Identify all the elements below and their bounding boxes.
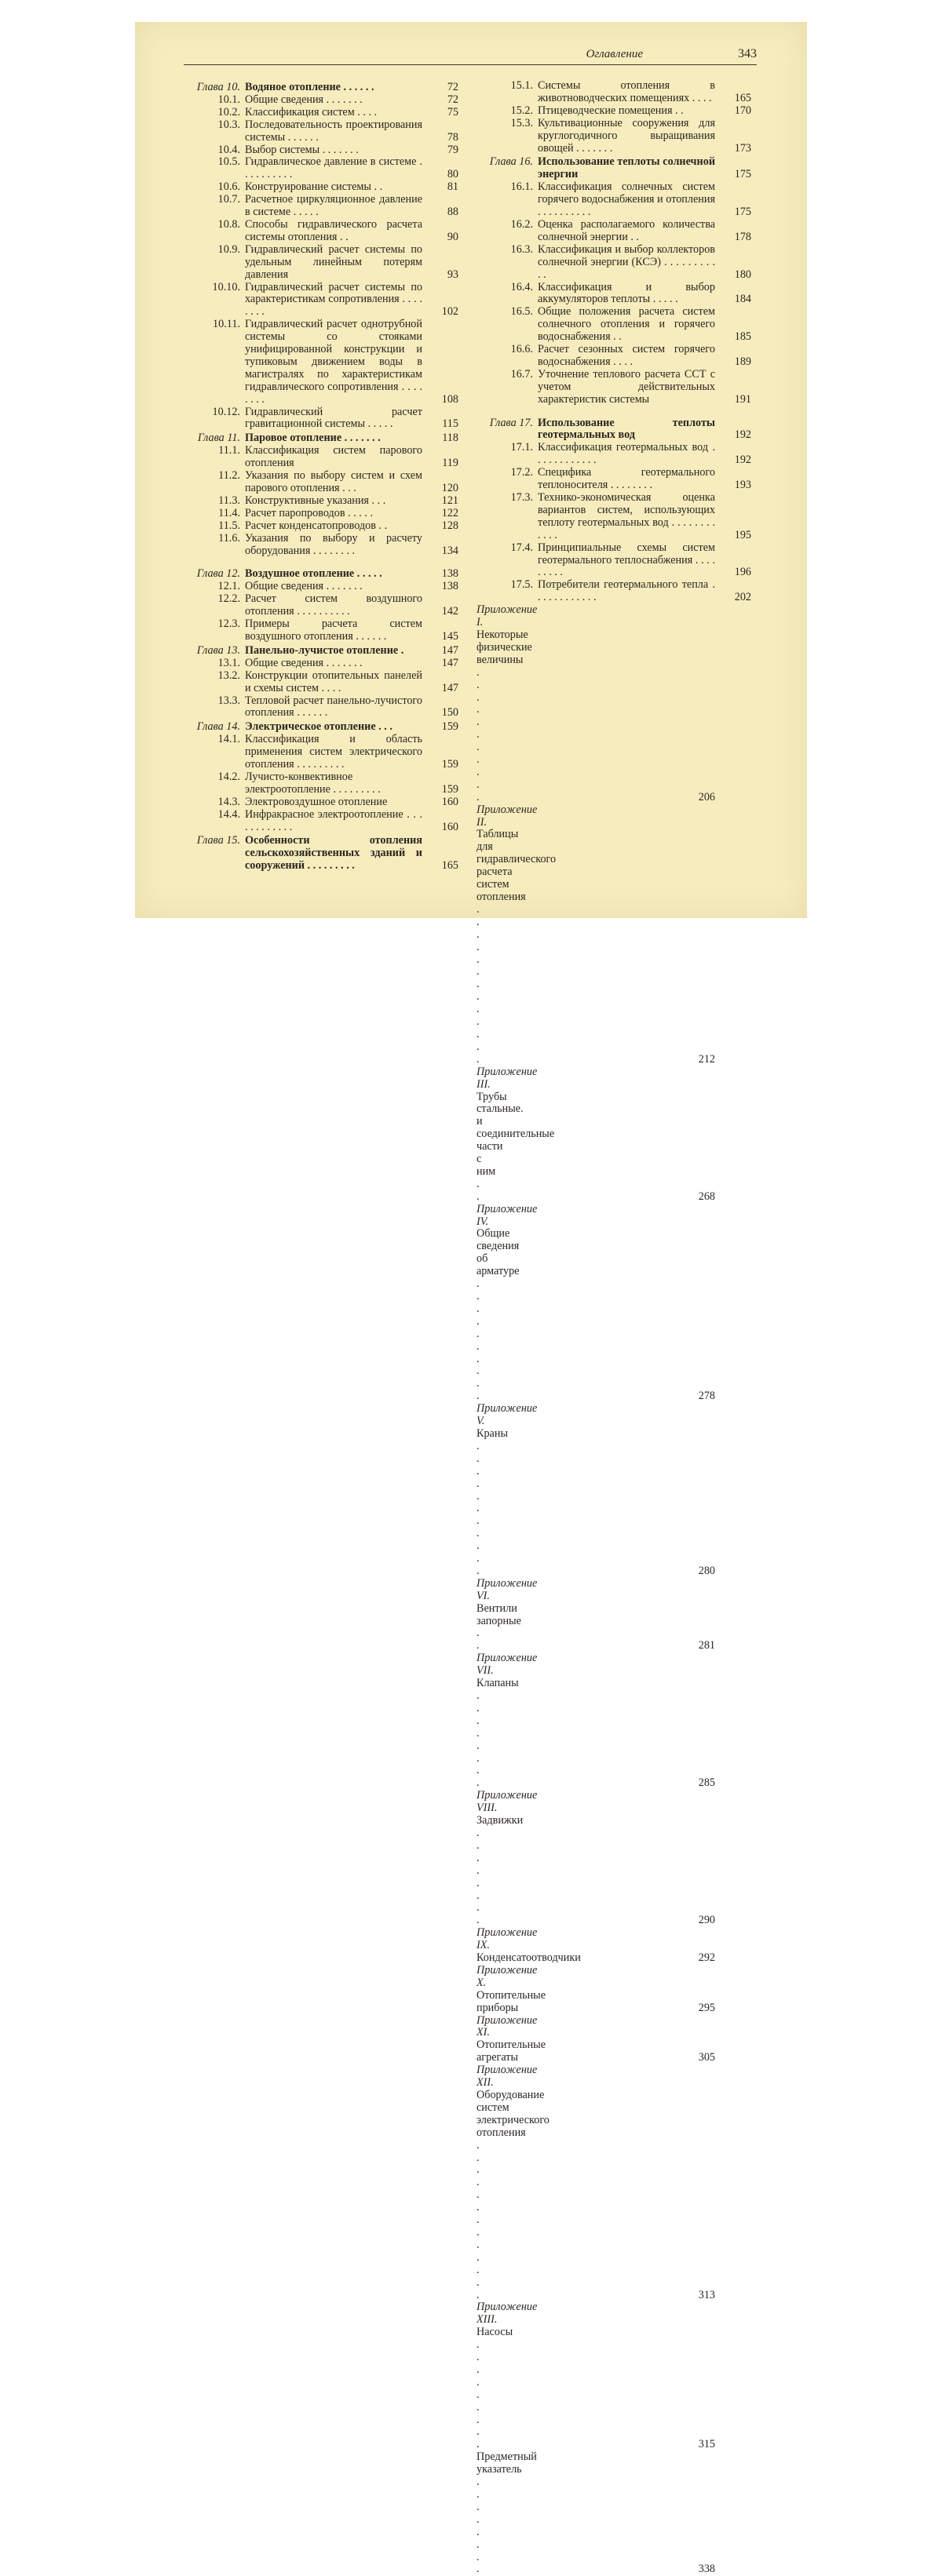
toc-entry-page: 79 [447, 143, 458, 156]
toc-entry-title: Конструкции отопительных панелей и схемы систем . . . . [245, 669, 422, 694]
toc-entry-number: 11.2. [218, 469, 240, 483]
toc-entry-page: 295 [698, 2001, 715, 2014]
toc-entry-title: Конструктивные указания . . . [245, 494, 386, 507]
toc-entry [476, 467, 751, 492]
toc-entry-page: 122 [441, 506, 458, 519]
toc-entry-page: 285 [698, 1776, 715, 1790]
toc-entry-page: 195 [734, 528, 751, 541]
appendix-title: Отопительные приборы [476, 1988, 546, 2014]
toc-entry-title: Гидравлический расчет системы по удельным линейным потерям давления [245, 242, 422, 281]
toc-entry-number: Глава 12. [196, 567, 240, 581]
book-page [135, 22, 807, 2576]
toc-entry-number: 10.7. [217, 193, 240, 206]
toc-entry-number: 16.7. [510, 367, 533, 381]
toc-entry [476, 282, 751, 307]
toc-entry-title: Расчет сезонных систем горячего водоснабжения . . . . [538, 343, 715, 368]
toc-entry [184, 94, 458, 107]
toc-entry-page: 160 [441, 820, 458, 833]
toc-entry-page: 142 [441, 605, 458, 618]
toc-entry-page: 180 [734, 268, 751, 281]
toc-entry [184, 645, 458, 658]
toc-entry [184, 581, 458, 593]
appendix-title: Некоторые физические величины . . . . . . . . . . . [476, 628, 532, 803]
toc-entry [476, 2064, 751, 2301]
toc-entry [184, 219, 458, 244]
toc-entry-page: 170 [734, 104, 751, 117]
toc-entry-number: 16.3. [510, 242, 533, 256]
toc-entry-title: Электрическое отопление . . . [245, 720, 392, 734]
toc-entry-title: Указания по выбору систем и схем парового отопления . . . [245, 469, 422, 494]
section-gap [184, 557, 458, 567]
toc-entry [476, 1790, 751, 1927]
toc-entry [476, 2015, 751, 2065]
toc-entry-number: 10.12. [212, 405, 240, 418]
toc-entry [476, 105, 751, 118]
toc-entry [476, 2301, 751, 2451]
toc-entry-page: 338 [698, 2563, 715, 2576]
toc-entry-page: 159 [441, 782, 458, 796]
toc-entry [184, 107, 458, 119]
toc-entry [476, 492, 751, 542]
toc-entry-number: 17.2. [510, 466, 533, 479]
toc-entry [184, 144, 458, 157]
appendix-label: Приложение V. [476, 1402, 538, 1428]
toc-entry-number: 10.5. [217, 155, 240, 169]
toc-entry-title: Расчет конденсатопроводов . . [245, 519, 388, 532]
toc-entry-title: Гидравлический расчет гравитационной системы . . . . . [245, 405, 422, 431]
toc-entry [476, 1578, 751, 1652]
toc-entry [476, 542, 751, 580]
toc-entry-title: Уточнение теплового расчета ССТ с учетом действительных характеристик системы [538, 367, 715, 406]
toc-entry-title: Классификация и выбор аккумуляторов теплоты . . . . . [538, 280, 715, 306]
toc-entry-title: Культивационные сооружения для круглогодичного выращивания овощей . . . . . . . [538, 116, 715, 155]
toc-entry-title: Водяное отопление . . . . . . [245, 81, 374, 93]
toc-entry-page: 189 [734, 355, 751, 368]
toc-entry-title: Особенности отопления сельскохозяйственных зданий и сооружений . . . . . . . . . [245, 834, 422, 873]
toc-entry-page: 315 [698, 2438, 715, 2451]
toc-entry-page: 88 [447, 206, 458, 219]
toc-entry-number: 15.2. [510, 104, 533, 117]
toc-right-column [476, 80, 751, 2576]
toc-entry-number: 15.1. [510, 79, 533, 92]
toc-entry [184, 568, 458, 581]
toc-entry-number: Глава 10. [196, 81, 240, 93]
toc-entry [184, 82, 458, 94]
appendix-label: Приложение XII. [476, 2064, 538, 2090]
toc-entry-number: 10.4. [217, 143, 240, 156]
toc-entry-number: 13.1. [217, 656, 240, 669]
toc-entry [476, 80, 751, 105]
toc-entry-page: 90 [447, 230, 458, 243]
toc-entry-page: 165 [734, 91, 751, 104]
toc-entry-number: 14.1. [217, 733, 240, 746]
toc-entry [476, 369, 751, 406]
toc-entry-page: 138 [441, 567, 458, 581]
toc-entry [184, 593, 458, 618]
appendix-title: Оборудование систем электрического отопления . . . . . . . . . . . . . [476, 2089, 550, 2301]
toc-entry [476, 1652, 751, 1790]
toc-entry-title: Использование теплоты геотермальных вод [538, 416, 715, 442]
toc-entry-title: Потребители геотермального тепла . . . . . . . . . . . . [538, 578, 715, 604]
toc-entry-page: 138 [441, 580, 458, 593]
toc-entry-number: 10.1. [217, 93, 240, 106]
toc-entry-page: 173 [734, 141, 751, 155]
toc-entry [184, 658, 458, 670]
toc-entry-title: Гидравлический расчет системы по характеристикам сопротивления . . . . . . . . [245, 280, 422, 319]
toc-entry-page: 175 [734, 206, 751, 219]
toc-entry-page: 145 [441, 629, 458, 643]
toc-entry-page: 128 [441, 519, 458, 532]
toc-entry-page: 281 [698, 1639, 715, 1652]
toc-entry [184, 319, 458, 406]
toc-entry-title: Последовательность проектирования системы . . . . . . [245, 118, 422, 144]
toc-entry-number: 17.1. [510, 441, 533, 454]
toc-entry-page: 78 [447, 130, 458, 144]
toc-entry-page: 212 [698, 1052, 715, 1066]
appendix-title: Клапаны . . . . . . . . [476, 1677, 519, 1790]
toc-entry-page: 150 [441, 706, 458, 720]
toc-entry-page: 81 [447, 180, 458, 194]
toc-entry-title: Классификация и область применения систем электрического отопления . . . . . . . . . [245, 733, 422, 771]
toc-entry-number: 17.3. [510, 491, 533, 504]
toc-entry-title: Технико-экономическая оценка вариантов систем, использующих теплоту геотермальных вод . . . . . . . . . . . . [538, 491, 715, 541]
toc-entry-page: 191 [734, 392, 751, 406]
toc-entry-number: 14.4. [217, 807, 240, 821]
toc-entry-title: Общие сведения . . . . . . . [245, 580, 363, 593]
toc-entry-page: 80 [447, 168, 458, 181]
toc-entry-page: 120 [441, 482, 458, 494]
appendix-label: Приложение IV. [476, 1202, 538, 1228]
toc-entry-page: 290 [698, 1914, 715, 1927]
toc-entry-title: Специфика геотермального теплоносителя . . . . . . . . [538, 466, 715, 492]
appendix-title: Задвижки . . . . . . . . [476, 1814, 524, 1927]
toc-entry [184, 809, 458, 834]
toc-entry-page: 165 [441, 859, 458, 873]
toc-entry [184, 771, 458, 796]
section-gap [476, 406, 751, 416]
toc-entry [476, 1965, 751, 2015]
toc-entry [184, 796, 458, 809]
toc-entry-title: Птицеводческие помещения . . [538, 104, 684, 117]
toc-entry-page: 206 [698, 790, 715, 803]
toc-entry-page: 193 [734, 479, 751, 492]
toc-entry [476, 604, 751, 804]
toc-entry-number: 12.3. [217, 618, 240, 631]
toc-entry [476, 344, 751, 369]
toc-entry-number: Глава 11. [197, 432, 240, 445]
toc-entry-page: 93 [447, 268, 458, 281]
toc-entry-page: 134 [441, 544, 458, 557]
toc-entry-number: 13.3. [217, 694, 240, 707]
appendix-label: Приложение II. [476, 803, 538, 829]
toc-entry-title: Примеры расчета систем воздушного отопления . . . . . . [245, 618, 422, 643]
toc-entry-number: 10.11. [213, 318, 240, 331]
toc-entry-title: Общие сведения . . . . . . . [245, 656, 363, 669]
appendix-title: Предметный указатель . . . . . . . . [476, 2450, 537, 2576]
toc-entry [476, 442, 751, 467]
appendix-title: Краны . . . . . . . . . . . [476, 1426, 508, 1577]
toc-entry-page: 185 [734, 330, 751, 344]
toc-entry [184, 835, 458, 873]
toc-entry-number: 16.1. [510, 180, 533, 194]
toc-entry-page: 202 [734, 591, 751, 604]
toc-entry-title: Выбор системы . . . . . . . [245, 143, 359, 156]
toc-entry-page: 268 [698, 1190, 715, 1203]
appendix-label: Приложение XIII. [476, 2301, 538, 2326]
toc-entry-page: 118 [442, 432, 458, 445]
toc-entry-number: 11.6. [218, 531, 240, 545]
toc-entry-title: Конструирование системы . . [245, 180, 383, 194]
toc-entry-page: 147 [441, 656, 458, 669]
toc-entry-number: 11.5. [218, 519, 240, 532]
toc-entry-number: 16.2. [510, 217, 533, 231]
appendix-label: Приложение VIII. [476, 1789, 538, 1815]
toc-entry-number: 11.1. [218, 444, 240, 457]
toc-entry [184, 470, 458, 495]
toc-entry-title: Общие сведения . . . . . . . [245, 93, 363, 106]
toc-entry-number: Глава 16. [489, 155, 533, 169]
toc-entry-number: 10.8. [217, 217, 240, 231]
toc-entry [476, 1066, 751, 1204]
toc-entry-number: 16.6. [510, 343, 533, 356]
toc-entry-number: 15.3. [510, 116, 533, 129]
toc-entry-number: 17.4. [510, 541, 533, 554]
toc-entry [476, 1204, 751, 1404]
toc-entry-title: Расчетное циркуляционное давление в системе . . . . . [245, 193, 422, 219]
toc-entry-title: Способы гидравлического расчета системы отопления . . [245, 217, 422, 243]
toc-entry-number: 17.5. [510, 578, 533, 592]
toc-entry-title: Лучисто-конвективное электроотопление . . . . . . . . . [245, 770, 381, 796]
appendix-label: Приложение I. [476, 603, 538, 629]
toc-entry-page: 102 [441, 305, 458, 319]
toc-entry-page: 121 [441, 494, 458, 507]
appendix-label: Приложение X. [476, 1963, 538, 1989]
appendix-title: Вентили запорные . . [476, 1601, 521, 1652]
toc-entry-page: 196 [734, 566, 751, 579]
toc-entry-title: Гидравлический расчет однотрубной системы со стояками унифицированной конструкции и тупиковым движением воды в магистралях по характеристикам гидравлического сопротивления . . . . . . . . [245, 318, 422, 406]
toc-entry-title: Гидравлическое давление в системе . . . . . . . . . . [245, 155, 422, 181]
toc-entry [476, 1927, 751, 1965]
page-number: 343 [738, 47, 757, 60]
toc-entry-page: 147 [441, 643, 458, 657]
toc-entry-page: 72 [447, 93, 458, 106]
toc-entry-page: 278 [698, 1390, 715, 1403]
toc-entry [184, 721, 458, 734]
appendix-title: Насосы . . . . . . . . . [476, 2326, 513, 2451]
toc-entry [184, 282, 458, 319]
toc-entry [184, 508, 458, 520]
toc-entry-number: 10.10. [212, 280, 240, 293]
toc-entry-page: 115 [442, 417, 458, 431]
toc-entry-page: 72 [447, 81, 458, 93]
toc-entry-number: 16.5. [510, 305, 533, 319]
toc-entry-title: Панельно-лучистое отопление . [245, 643, 404, 657]
toc-entry [184, 533, 458, 558]
toc-entry [184, 194, 458, 219]
running-header [184, 47, 757, 65]
toc-entry-number: 12.1. [217, 580, 240, 593]
toc-entry [476, 579, 751, 604]
toc-entry [184, 445, 458, 470]
toc-entry-number: 14.3. [217, 795, 240, 808]
toc-entry-page: 313 [698, 2288, 715, 2301]
toc-entry-title: Классификация систем парового отопления [245, 444, 422, 470]
toc-entry-number: Глава 13. [196, 643, 240, 657]
toc-entry-number: 10.9. [217, 242, 240, 256]
toc-entry [476, 417, 751, 443]
toc-entry [184, 406, 458, 432]
toc-entry-number: Глава 17. [489, 416, 533, 429]
toc-entry-page: 159 [441, 720, 458, 734]
appendix-title: Трубы стальные. и соединительные части с ним . . [476, 1090, 555, 1203]
toc-entry [476, 118, 751, 155]
toc-entry [184, 244, 458, 282]
toc-entry-title: Указания по выбору и расчету оборудования . . . . . . . . [245, 531, 422, 557]
toc-entry-number: 11.3. [218, 494, 240, 507]
toc-entry-title: Электровоздушное отопление [245, 795, 388, 808]
toc-entry-title: Тепловой расчет панельно-лучистого отопления . . . . . . [245, 694, 422, 720]
toc-entry [184, 695, 458, 720]
toc-entry [184, 495, 458, 508]
toc-entry-page: 75 [447, 105, 458, 118]
appendix-title: Таблицы для гидравлического расчета систем отопления . . . . . . . . . . . . . [476, 828, 557, 1066]
toc-entry [184, 156, 458, 181]
toc-entry-number: 10.6. [217, 180, 240, 194]
toc-entry [184, 670, 458, 695]
toc-entry-title: Классификация солнечных систем горячего водоснабжения и отопления . . . . . . . . . . [538, 180, 715, 219]
toc-entry-number: Глава 15. [196, 834, 240, 847]
toc-entry-title: Расчет систем воздушного отопления . . . . . . . . . . [245, 592, 422, 618]
appendix-label: Приложение III. [476, 1065, 538, 1091]
toc-entry [184, 119, 458, 144]
toc-entry-page: 292 [698, 1951, 715, 1965]
toc-entry [476, 156, 751, 181]
toc-entry-title: Системы отопления в животноводческих помещениях . . . . [538, 79, 715, 104]
toc-entry [184, 734, 458, 771]
toc-entry-title: Оценка располагаемого количества солнечной энергии . . [538, 217, 715, 243]
toc-entry-page: 175 [734, 168, 751, 181]
toc-entry [476, 804, 751, 1066]
toc-entry [476, 219, 751, 244]
toc-entry-number: 14.2. [217, 770, 240, 783]
toc-entry-page: 147 [441, 681, 458, 694]
appendix-title: Отопительные агрегаты [476, 2039, 546, 2064]
appendix-label: Приложение VII. [476, 1652, 538, 1678]
toc-entry-title: Классификация систем . . . . [245, 105, 378, 118]
toc-entry-title: Расчет паропроводов . . . . . [245, 506, 374, 519]
toc-entry-number: 10.3. [217, 118, 240, 131]
toc-entry-title: Классификация и выбор коллекторов солнечной энергии (КСЭ) . . . . . . . . . . . [538, 242, 715, 281]
toc-entry-number: 16.4. [510, 280, 533, 293]
toc-entry-number: 10.2. [217, 105, 240, 118]
running-title: Оглавление [586, 48, 643, 60]
toc-entry-page: 192 [734, 454, 751, 467]
appendix-label: Приложение XI. [476, 2013, 538, 2039]
toc-entry [476, 2451, 751, 2576]
toc-entry-number: Глава 14. [196, 720, 240, 734]
toc-entry-number: 11.4. [218, 506, 240, 519]
toc-entry-page: 160 [441, 795, 458, 808]
toc-entry-page: 119 [442, 457, 458, 470]
toc-entry-page: 108 [441, 392, 458, 406]
toc-entry [184, 181, 458, 194]
appendix-title: Общие сведения об арматуре . . . . . . . . . . [476, 1227, 520, 1403]
toc-entry [476, 181, 751, 219]
toc-entry-number: 13.2. [217, 669, 240, 682]
toc-entry [184, 520, 458, 533]
toc-entry [184, 618, 458, 643]
toc-entry [476, 306, 751, 344]
toc-entry-title: Паровое отопление . . . . . . . [245, 432, 381, 445]
toc-entry [184, 432, 458, 445]
toc-entry-title: Общие положения расчета систем солнечного отопления и горячего водоснабжения . . [538, 305, 715, 344]
toc-entry-page: 305 [698, 2051, 715, 2064]
toc-entry-title: Принципиальные схемы систем геотермального теплоснабжения . . . . . . . . . [538, 541, 715, 579]
toc-entry-page: 184 [734, 293, 751, 306]
toc-entry-title: Использование теплоты солнечной энергии [538, 155, 715, 181]
toc-entry-number: 12.2. [217, 592, 240, 606]
toc-entry-title: Инфракрасное электроотопление . . . . . . . . . . . . [245, 807, 422, 833]
toc-entry [476, 244, 751, 282]
toc-entry-page: 159 [441, 758, 458, 771]
appendix-title: Конденсатоотводчики [476, 1951, 581, 1965]
appendix-label: Приложение VI. [476, 1576, 538, 1602]
toc-entry-page: 280 [698, 1564, 715, 1577]
appendix-label: Приложение IX. [476, 1926, 538, 1952]
toc-entry-title: Воздушное отопление . . . . . [245, 567, 382, 581]
toc-entry [476, 1403, 751, 1578]
toc-left-column [184, 80, 458, 873]
toc-entry-page: 192 [734, 428, 751, 442]
toc-entry-page: 178 [734, 230, 751, 243]
toc-entry-title: Классификация геотермальных вод . . . . . . . . . . . . [538, 441, 715, 467]
